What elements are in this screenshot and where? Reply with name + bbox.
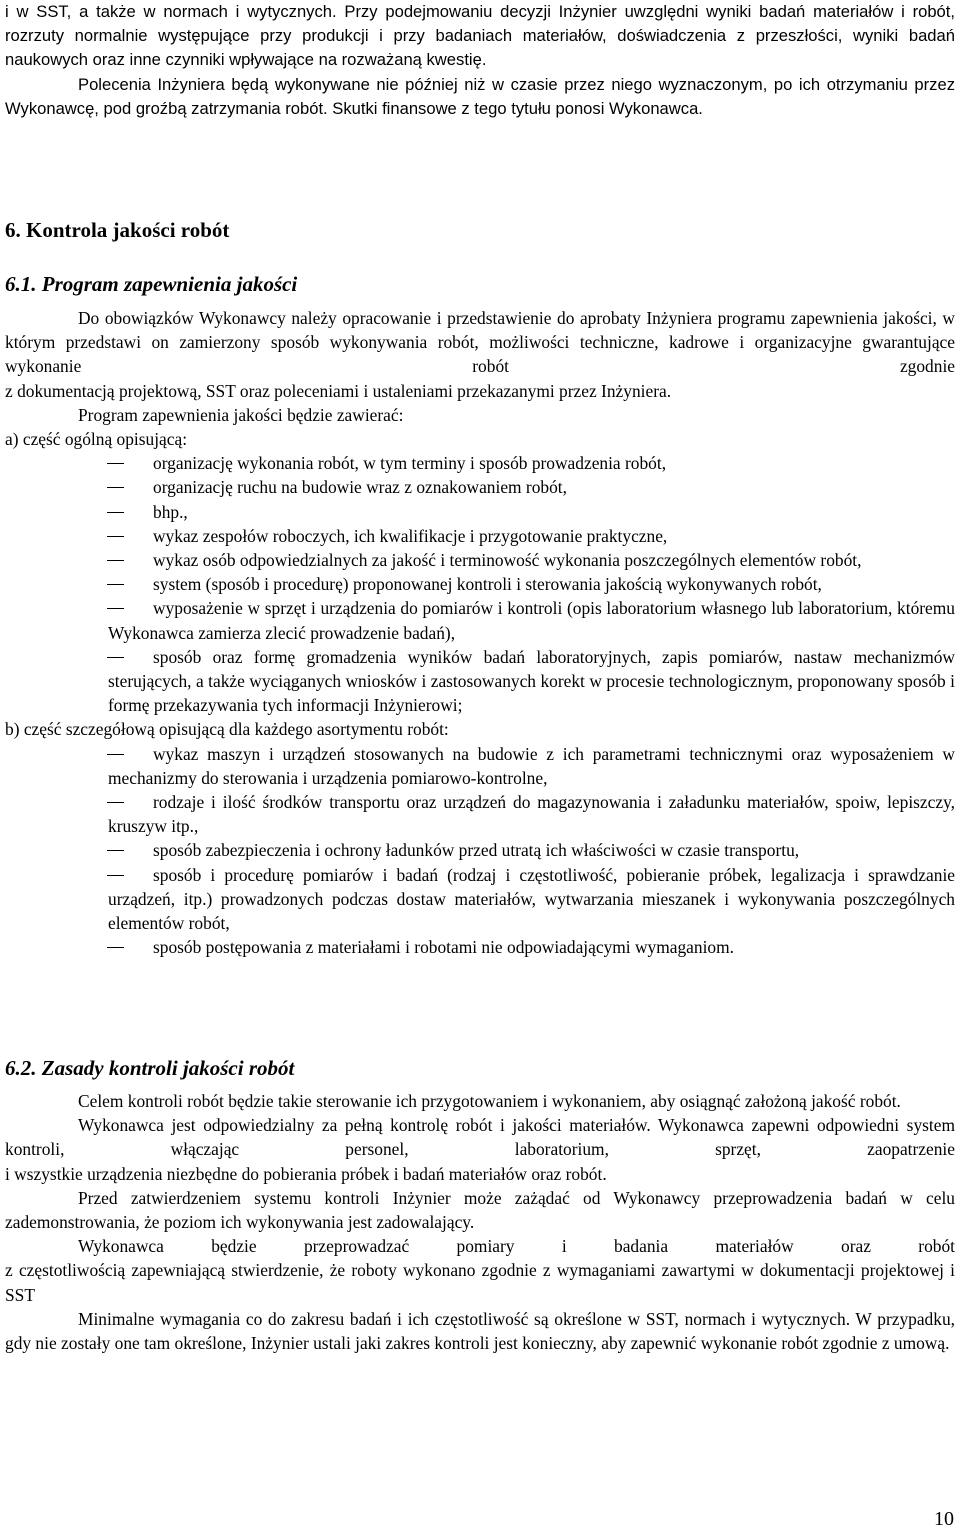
dash-bullet-icon [107,512,124,513]
section-6-2-body [5,1089,955,1355]
list-item: sposób postępowania z materiałami i robotami nie odpowiadającymi wymaganiom. [5,935,955,959]
quality-program-paragraph-2: Program zapewnienia jakości będzie zawierać: [78,404,404,425]
page-number: 10 [934,1508,954,1530]
dash-bullet-icon [107,487,124,488]
control-paragraph-5: Minimalne wymagania co do zakresu badań i ich częstotliwość są określone w SST, normach i wytycznych. W przypadku, gdy nie zostały one tam określone, Inżynier ustali jaki zakres kontroli jest konieczny, aby zapewnić wykonanie robót zgodnie z umową. [5,1308,955,1354]
intro-paragraph-1: i w SST, a także w normach i wytycznych. Przy podejmowaniu decyzji Inżynier uwzględni wyniki badań materiałów i robót, rozrzuty normalnie występujące przy produkcji i przy badaniach materiałów, doświadczenia z przeszłości, wyniki badań naukowych oraz inne czynniki wpływające na rozważaną kwestię. [5,2,955,70]
control-paragraph-4b: z częstotliwością zapewniającą stwierdzenie, że roboty wykonano zgodnie z wymaganiami zawartymi w dokumentacji projektowej i SST [5,1260,955,1305]
list-item: system (sposób i procedurę) proponowanej kontroli i sterowania jakością wykonywanych robót, [5,572,955,596]
list-item: sposób zabezpieczenia i ochrony ładunków przed utratą ich właściwości w czasie transportu, [5,838,955,862]
list-item: organizację wykonania robót, w tym terminy i sposób prowadzenia robót, [5,451,955,475]
list-a [5,451,955,717]
section-6-1-body [5,306,955,959]
section-6-heading: 6. Kontrola jakości robót [5,218,230,242]
quality-program-paragraph-1b: z dokumentacją projektową, SST oraz poleceniami i ustaleniami przekazanymi przez Inżyniera. [5,380,672,401]
list-item: sposób oraz formę gromadzenia wyników badań laboratoryjnych, zapis pomiarów, nastaw mechanizmów sterujących, a także wyciąganych wniosków i zastosowanych korekt w procesie technologicznym, proponowany sposób i formę przekazywania tych informacji Inżynierowi; [108,646,955,716]
list-item: wykaz zespołów roboczych, ich kwalifikacje i przygotowanie praktyczne, [5,524,955,548]
intro-paragraph-2: Polecenia Inżyniera będą wykonywane nie później niż w czasie przez niego wyznaczonym, po ich otrzymaniu przez Wykonawcę, pod groźbą zatrzymania robót. Skutki finansowe z tego tytułu ponosi Wykonawca. [5,74,955,118]
dash-bullet-icon [107,608,124,609]
intro-block [5,0,955,121]
part-b-label: b) część szczegółową opisującą dla każdego asortymentu robót: [5,719,449,740]
dash-bullet-icon [107,947,124,948]
dash-bullet-icon [107,875,124,876]
dash-bullet-icon [107,657,124,658]
section-6-2-heading: 6.2. Zasady kontroli jakości robót [5,1056,295,1080]
dash-bullet-icon [107,754,124,755]
dash-bullet-icon [107,850,124,851]
quality-program-paragraph-1: Do obowiązków Wykonawcy należy opracowanie i przedstawienie do aprobaty Inżyniera programu zapewnienia jakości, w którym przedstawi on zamierzony sposób wykonywania robót, możliwości techniczne, kadrowe i organizacyjne gwarantujące wykonanie robót zgodnie [5,308,955,377]
list-item: wykaz maszyn i urządzeń stosowanych na budowie z ich parametrami technicznymi oraz wyposażeniem w mechanizmy do sterowania i urządzenia pomiarowo-kontrolne, [108,743,955,788]
control-paragraph-4a: Wykonawca będzie przeprowadzać pomiary i badania materiałów oraz robót [78,1236,955,1257]
list-item: wyposażenie w sprzęt i urządzenia do pomiarów i kontroli (opis laboratorium własnego lub laboratorium, któremu Wykonawca zamierza zlecić prowadzenie badań), [108,598,955,643]
control-paragraph-2a: Wykonawca jest odpowiedzialny za pełną kontrolę robót i jakości materiałów. Wykonawca zapewni odpowiedni system kontroli, włączając personel, laboratorium, sprzęt, zaopatrzenie [5,1115,955,1160]
section-6-1-heading: 6.1. Program zapewnienia jakości [5,272,298,296]
dash-bullet-icon [107,802,124,803]
control-paragraph-3: Przed zatwierdzeniem systemu kontroli Inżynier może zażądać od Wykonawcy przeprowadzenia badań w celu zademonstrowania, że poziom ich wykonywania jest zadowalający. [5,1187,955,1233]
list-b [5,742,955,960]
dash-bullet-icon [107,584,124,585]
part-a-label: a) część ogólną opisującą: [5,429,188,450]
dash-bullet-icon [107,463,124,464]
control-paragraph-2b: i wszystkie urządzenia niezbędne do pobierania próbek i badań materiałów oraz robót. [5,1163,607,1184]
dash-bullet-icon [107,536,124,537]
list-item: bhp., [5,500,955,524]
list-item: sposób i procedurę pomiarów i badań (rodzaj i częstotliwość, pobieranie próbek, legalizacja i sprawdzanie urządzeń, itp.) prowadzonych podczas dostaw materiałów, wytwarzania mieszanek i wykonywania poszczególnych elementów robót, [108,864,955,934]
control-paragraph-1: Celem kontroli robót będzie takie sterowanie ich przygotowaniem i wykonaniem, aby osiągnąć założoną jakość robót. [78,1091,901,1111]
list-item: rodzaje i ilość środków transportu oraz urządzeń do magazynowania i załadunku materiałów, spoiw, lepiszczy, kruszyw itp., [108,792,955,837]
list-item: wykaz osób odpowiedzialnych za jakość i terminowość wykonania poszczególnych elementów robót, [5,548,955,572]
list-item: organizację ruchu na budowie wraz z oznakowaniem robót, [5,475,955,499]
dash-bullet-icon [107,560,124,561]
